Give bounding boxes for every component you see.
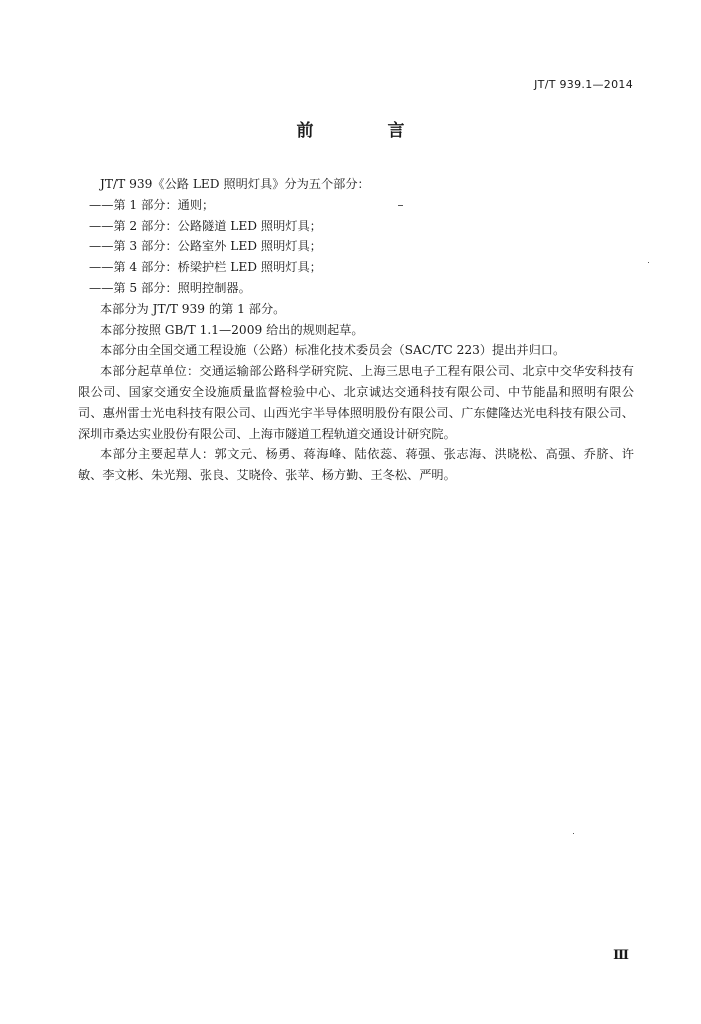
part-list-item: ——第 1 部分：通则； (89, 197, 215, 212)
scan-speck (398, 205, 403, 206)
page-number: Ⅲ (613, 948, 629, 963)
scan-speck (648, 262, 649, 263)
part-list-item: ——第 3 部分：公路室外 LED 照明灯具； (89, 239, 322, 254)
part-list-item: ——第 5 部分：照明控制器。 (89, 280, 251, 295)
intro-paragraph: JT/T 939《公路 LED 照明灯具》分为五个部分： (100, 177, 370, 191)
part-list-item: ——第 4 部分：桥梁护栏 LED 照明灯具； (89, 260, 322, 275)
drafting-units-paragraph: 本部分起草单位：交通运输部公路科学研究院、上海三思电子工程有限公司、北京中交华安科技有限公司、国家交通安全设施质量监督检验中心、北京诚达交通科技有限公司、中节能晶和照明有限公司、惠州雷士光电科技有限公司、山西光宇半导体照明股份有限公司、广东健隆达光电科技有限公司、深圳市桑达实业股份有限公司、上海市隧道工程轨道交通设计研究院。 (78, 364, 634, 441)
standard-code: JT/T 939.1—2014 (534, 78, 633, 91)
drafting-rule-paragraph: 本部分按照 GB/T 1.1—2009 给出的规则起草。 (100, 322, 364, 337)
proposed-by-paragraph: 本部分由全国交通工程设施（公路）标准化技术委员会（SAC/TC 223）提出并归口。 (100, 343, 566, 358)
part-list-item: ——第 2 部分：公路隧道 LED 照明灯具； (89, 218, 322, 233)
page-title: 前 言 (296, 121, 439, 141)
document-body (78, 174, 634, 486)
drafters-paragraph: 本部分主要起草人：郭文元、杨勇、蒋海峰、陆依蕊、蒋强、张志海、洪晓松、高强、乔脐、许敏、李文彬、朱光翔、张良、艾晓伶、张苹、杨方勤、王冬松、严明。 (78, 447, 634, 483)
scope-paragraph: 本部分为 JT/T 939 的第 1 部分。 (100, 301, 286, 316)
scan-speck (573, 833, 574, 834)
